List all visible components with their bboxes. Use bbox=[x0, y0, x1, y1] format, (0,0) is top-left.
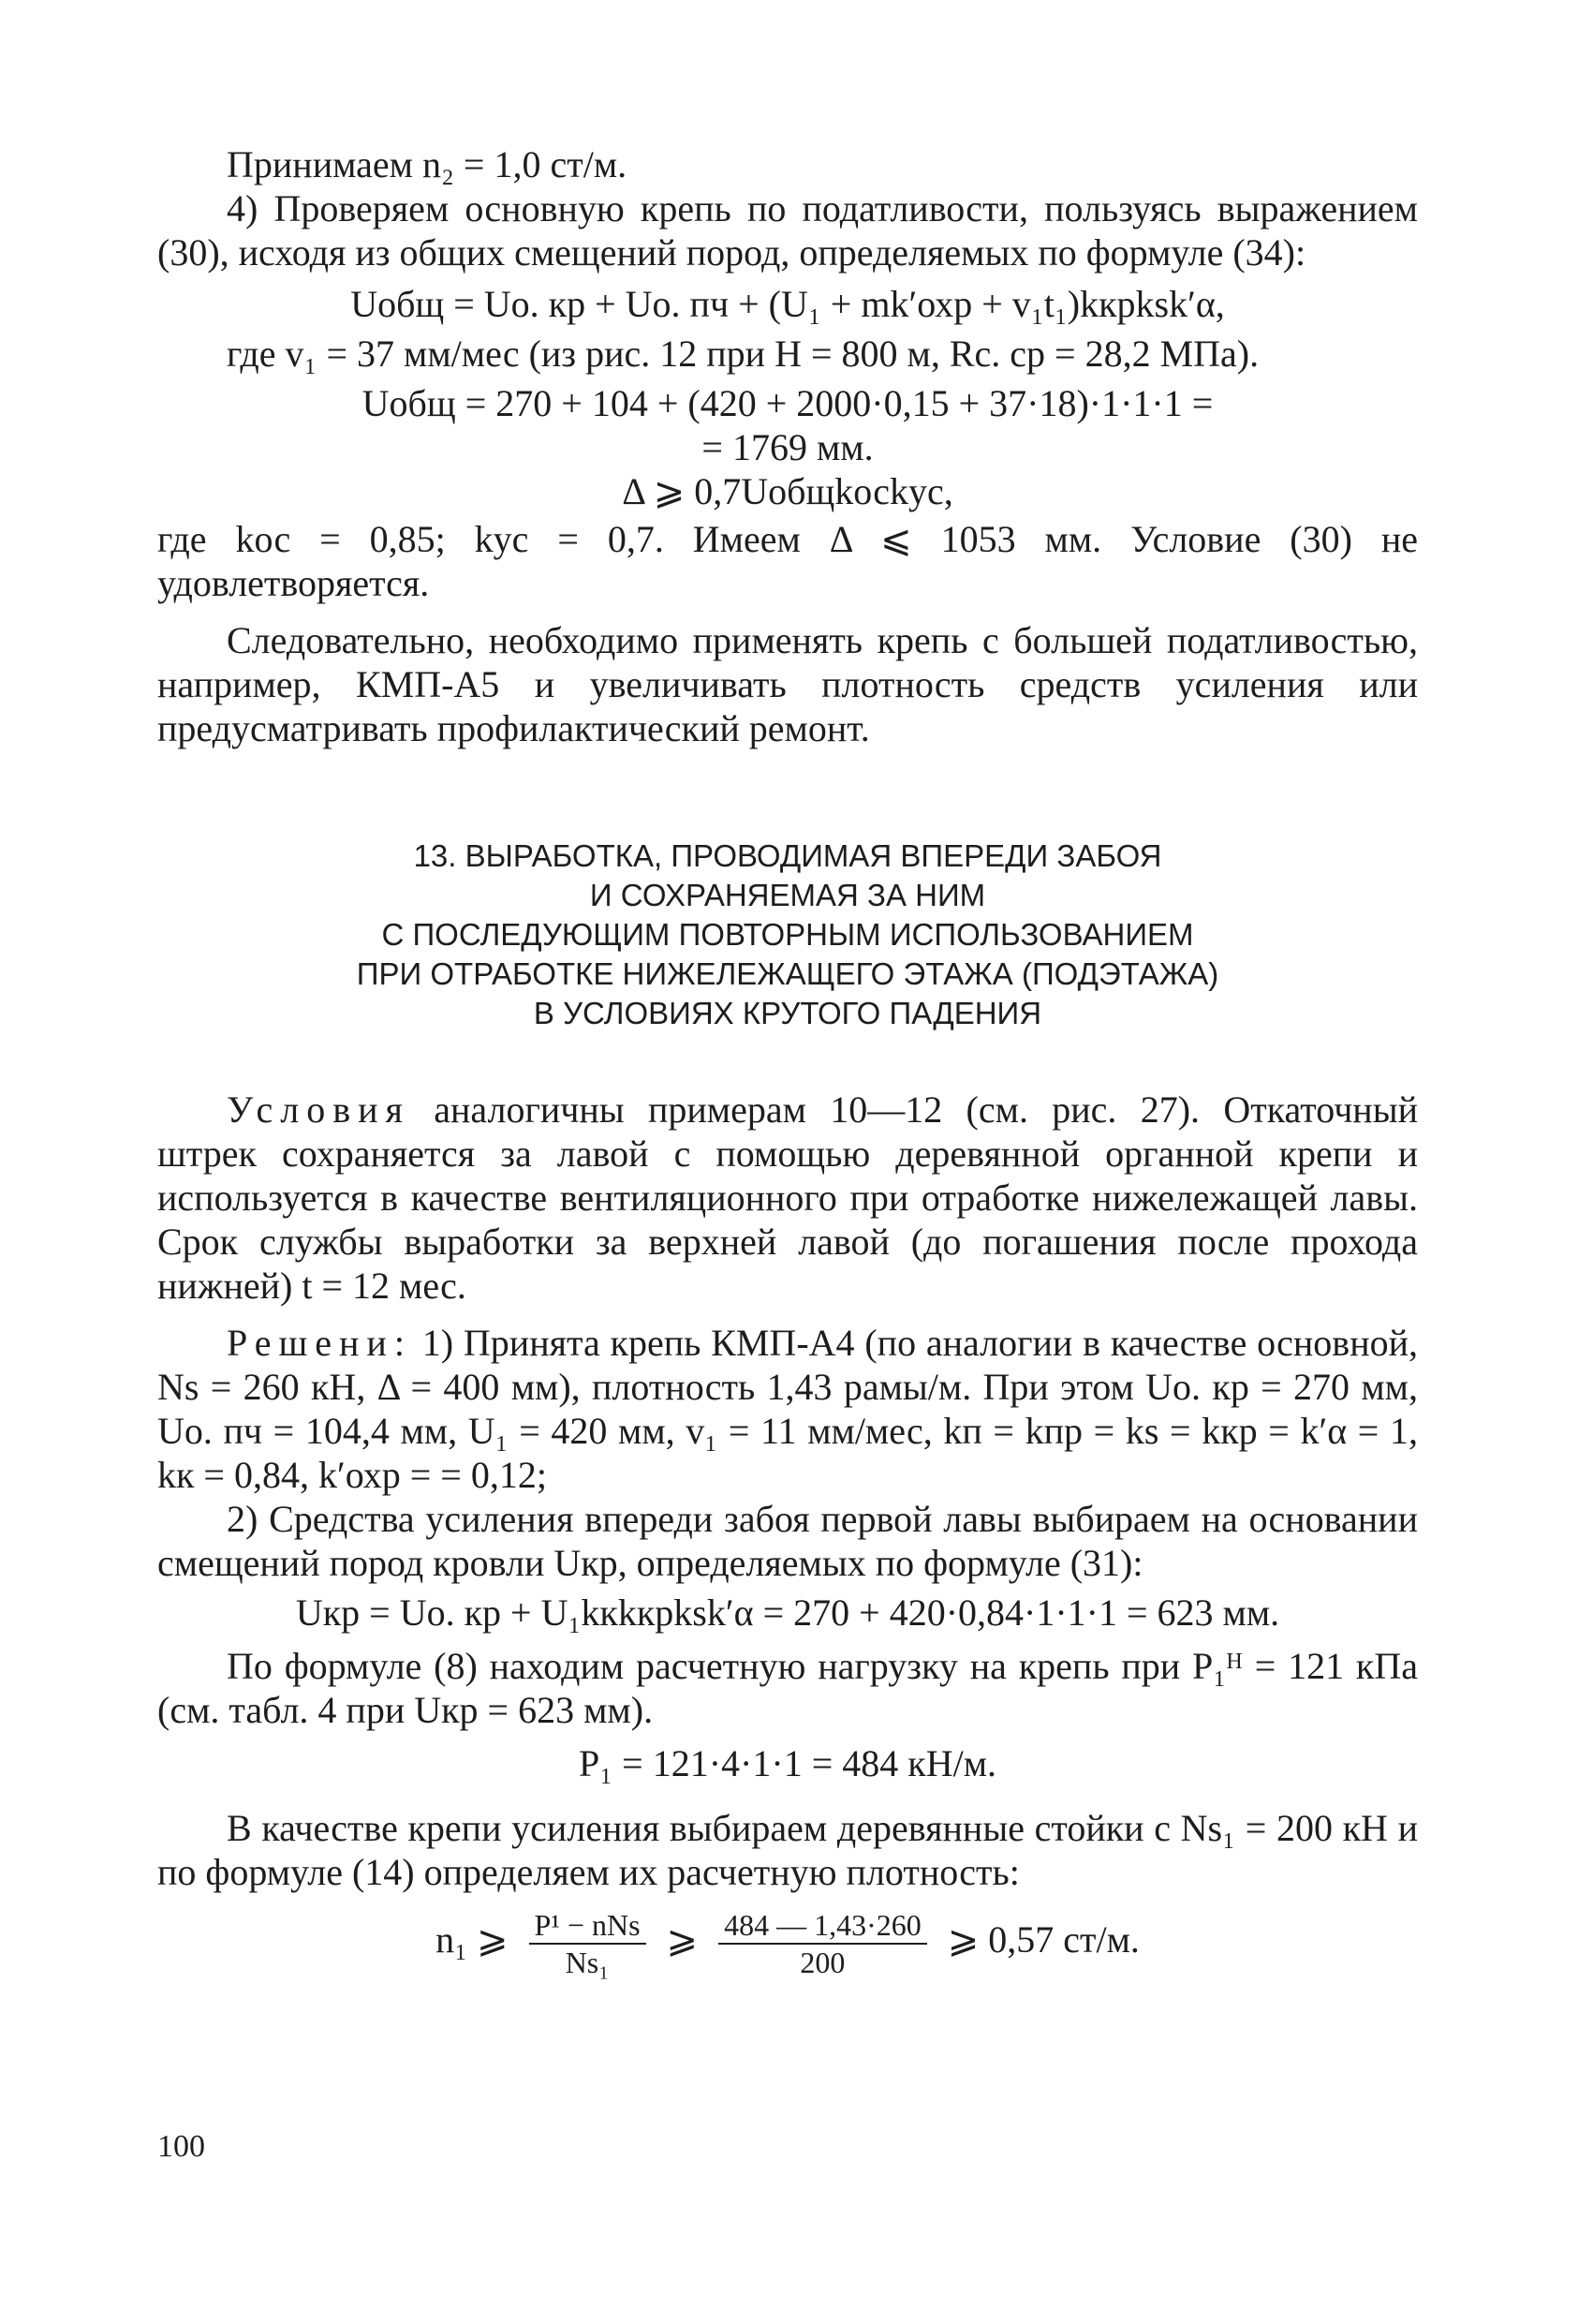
heading-line: ПРИ ОТРАБОТКЕ НИЖЕЛЕЖАЩЕГО ЭТАЖА (ПОДЭТАЖА) bbox=[356, 956, 1219, 991]
formula: P₁ = 121·4·1·1 = 484 кН/м. bbox=[578, 1742, 996, 1784]
conditions-label: Условия bbox=[227, 1088, 410, 1131]
formula-rhs: ⩾ 0,57 ст/м. bbox=[947, 1918, 1140, 1961]
paragraph: Принимаем n₂ = 1,0 ст/м. bbox=[227, 143, 627, 185]
paragraph: 4) Проверяем основную крепь по податливости, пользуясь выражением (30), исходя из общих смещений пород, определяемых по формуле (34): bbox=[157, 187, 1418, 274]
fraction-denominator: 200 bbox=[800, 1946, 846, 1979]
solution-text: 1) Принята крепь КМП-А4 (по аналогии в качестве основной, Ns = 260 кН, Δ = 400 мм), плотность 1,43 рамы/м. При этом Uо. кр = 270 мм, Uо. пч = 104,4 мм, U₁ = 420 мм, v₁ = 11 мм/мес, kп = kпр = ks = kкр = k′α = 1, kк = 0,84, k′охр = = 0,12; bbox=[157, 1322, 1418, 1496]
paragraph: Следовательно, необходимо применять крепь с большей податливостью, например, КМП-А5 и увеличивать плотность средств усиления или предусматривать профилактический ремонт. bbox=[157, 619, 1418, 749]
paragraph bbox=[157, 1088, 1418, 1308]
fraction-numerator: 484 — 1,43·260 bbox=[718, 1907, 927, 1945]
fraction-numerator: P¹ − nNs bbox=[529, 1907, 646, 1945]
conditions-text: аналогичны примерам 10—12 (см. рис. 27). Откаточный штрек сохраняется за лавой с помощью деревянной органной крепи и используется в качестве вентиляционного при отработке нижележащей лавы. Срок службы выработки за верхней лавой (до погашения после прохода нижней) t = 12 мес. bbox=[157, 1088, 1418, 1307]
formula-lhs: n₁ ⩾ bbox=[435, 1918, 509, 1961]
fraction bbox=[529, 1907, 646, 1980]
formula-mid: ⩾ bbox=[666, 1918, 699, 1961]
formula: Uкр = Uо. кр + U₁kкkкрksk′α = 270 + 420·0,84·1·1·1 = 623 мм. bbox=[295, 1591, 1280, 1634]
paragraph bbox=[157, 1321, 1418, 1497]
formula: Δ ⩾ 0,7Uобщkосkус, bbox=[622, 470, 953, 512]
page-number: 100 bbox=[157, 2129, 205, 2164]
section-heading bbox=[157, 836, 1418, 1033]
formula: Uобщ = 270 + 104 + (420 + 2000·0,15 + 37·18)·1·1·1 = bbox=[361, 382, 1214, 424]
formula-fraction bbox=[157, 1907, 1418, 1980]
solution-label: Решени: bbox=[227, 1322, 412, 1364]
heading-line: И СОХРАНЯЕМАЯ ЗА НИМ bbox=[589, 878, 986, 912]
heading-line: 13. ВЫРАБОТКА, ПРОВОДИМАЯ ВПЕРЕДИ ЗАБОЯ bbox=[413, 838, 1162, 873]
paragraph: По формуле (8) находим расчетную нагрузку на крепь при P₁ᴴ = 121 кПа (см. табл. 4 при Uкр = 623 мм). bbox=[157, 1645, 1418, 1731]
paragraph: где v₁ = 37 мм/мес (из рис. 12 при H = 800 м, Rс. ср = 28,2 МПа). bbox=[227, 333, 1260, 375]
paragraph: где kос = 0,85; kус = 0,7. Имеем Δ ⩽ 1053 мм. Условие (30) не удовлетворяется. bbox=[157, 518, 1418, 604]
heading-line: С ПОСЛЕДУЮЩИМ ПОВТОРНЫМ ИСПОЛЬЗОВАНИЕМ bbox=[381, 917, 1194, 952]
formula: Uобщ = Uо. кр + Uо. пч + (U₁ + mk′охр + v₁t₁)kкрksk′α, bbox=[350, 283, 1225, 325]
formula: = 1769 мм. bbox=[701, 426, 874, 468]
text-column bbox=[157, 142, 1418, 1980]
paragraph: В качестве крепи усиления выбираем деревянные стойки с Ns₁ = 200 кН и по формуле (14) определяем их расчетную плотность: bbox=[157, 1807, 1418, 1893]
fraction-denominator: Ns₁ bbox=[565, 1946, 610, 1979]
paragraph: 2) Средства усиления впереди забоя первой лавы выбираем на основании смещений пород кровли Uкр, определяемых по формуле (31): bbox=[157, 1498, 1418, 1584]
fraction bbox=[718, 1907, 927, 1980]
heading-line: В УСЛОВИЯХ КРУТОГО ПАДЕНИЯ bbox=[533, 996, 1042, 1030]
